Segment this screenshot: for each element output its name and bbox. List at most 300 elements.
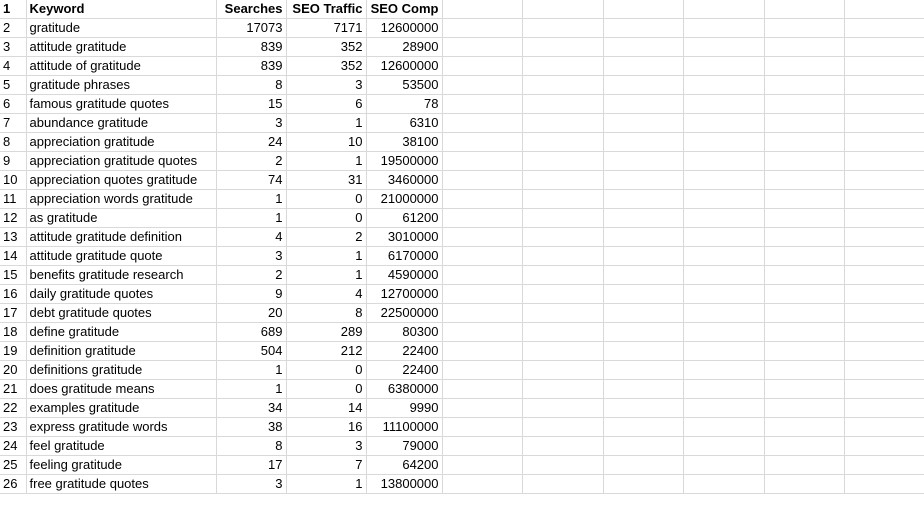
empty-cell[interactable] (603, 76, 683, 95)
searches-cell[interactable]: 3 (216, 475, 286, 494)
table-row (0, 380, 924, 399)
empty-cell[interactable] (844, 475, 924, 494)
keyword-cell[interactable]: gratitude (26, 19, 216, 38)
empty-cell[interactable] (764, 133, 844, 152)
searches-cell[interactable]: 17073 (216, 19, 286, 38)
table-row (0, 342, 924, 361)
empty-cell[interactable] (683, 304, 764, 323)
empty-cell[interactable] (603, 209, 683, 228)
empty-cell[interactable] (683, 418, 764, 437)
keyword-cell[interactable]: as gratitude (26, 209, 216, 228)
row-number: 15 (0, 266, 26, 285)
empty-cell[interactable] (764, 285, 844, 304)
table-row (0, 323, 924, 342)
row-number: 8 (0, 133, 26, 152)
empty-cell[interactable] (603, 190, 683, 209)
empty-cell[interactable] (683, 399, 764, 418)
searches-cell[interactable]: 1 (216, 209, 286, 228)
row-number: 26 (0, 475, 26, 494)
empty-cell[interactable] (442, 228, 522, 247)
seo-comp-cell[interactable]: 19500000 (366, 152, 442, 171)
table-row (0, 190, 924, 209)
keyword-cell[interactable]: appreciation quotes gratitude (26, 171, 216, 190)
searches-cell[interactable]: 20 (216, 304, 286, 323)
table-row (0, 114, 924, 133)
empty-cell[interactable] (683, 114, 764, 133)
searches-cell[interactable]: 504 (216, 342, 286, 361)
searches-cell[interactable]: 17 (216, 456, 286, 475)
empty-cell[interactable] (603, 418, 683, 437)
seo-traffic-cell[interactable]: 2 (286, 228, 366, 247)
seo-comp-cell[interactable]: 13800000 (366, 475, 442, 494)
empty-cell[interactable] (764, 38, 844, 57)
row-number: 3 (0, 38, 26, 57)
header-seo-comp[interactable]: SEO Comp (366, 0, 442, 19)
empty-cell[interactable] (603, 361, 683, 380)
keyword-cell[interactable]: famous gratitude quotes (26, 95, 216, 114)
empty-cell[interactable] (603, 228, 683, 247)
empty-cell[interactable] (764, 304, 844, 323)
empty-cell[interactable] (683, 456, 764, 475)
empty-cell[interactable] (683, 38, 764, 57)
empty-cell[interactable] (603, 152, 683, 171)
seo-traffic-cell[interactable]: 1 (286, 266, 366, 285)
keyword-cell[interactable]: appreciation words gratitude (26, 190, 216, 209)
empty-cell[interactable] (442, 475, 522, 494)
seo-traffic-cell[interactable]: 7171 (286, 19, 366, 38)
empty-cell[interactable] (603, 38, 683, 57)
seo-comp-cell[interactable]: 12700000 (366, 285, 442, 304)
empty-cell[interactable] (764, 361, 844, 380)
seo-comp-cell[interactable]: 12600000 (366, 19, 442, 38)
table-row (0, 266, 924, 285)
empty-cell[interactable] (522, 285, 603, 304)
row-number: 1 (0, 0, 26, 19)
empty-cell[interactable] (522, 456, 603, 475)
row-number: 22 (0, 399, 26, 418)
seo-traffic-cell[interactable]: 6 (286, 95, 366, 114)
keyword-cell[interactable]: define gratitude (26, 323, 216, 342)
empty-cell[interactable] (442, 114, 522, 133)
empty-cell[interactable] (764, 342, 844, 361)
empty-cell[interactable] (442, 247, 522, 266)
empty-cell[interactable] (764, 266, 844, 285)
empty-cell[interactable] (603, 0, 683, 19)
empty-cell[interactable] (522, 190, 603, 209)
empty-cell[interactable] (522, 418, 603, 437)
searches-cell[interactable]: 689 (216, 323, 286, 342)
empty-cell[interactable] (683, 342, 764, 361)
empty-cell[interactable] (522, 76, 603, 95)
keyword-cell[interactable]: debt gratitude quotes (26, 304, 216, 323)
keyword-cell[interactable]: examples gratitude (26, 399, 216, 418)
keyword-cell[interactable]: definitions gratitude (26, 361, 216, 380)
empty-cell[interactable] (442, 361, 522, 380)
keyword-cell[interactable]: abundance gratitude (26, 114, 216, 133)
searches-cell[interactable]: 839 (216, 57, 286, 76)
empty-cell[interactable] (844, 247, 924, 266)
searches-cell[interactable]: 74 (216, 171, 286, 190)
empty-cell[interactable] (442, 456, 522, 475)
searches-cell[interactable]: 24 (216, 133, 286, 152)
empty-cell[interactable] (844, 190, 924, 209)
empty-cell[interactable] (442, 133, 522, 152)
empty-cell[interactable] (522, 323, 603, 342)
seo-traffic-cell[interactable]: 3 (286, 76, 366, 95)
seo-traffic-cell[interactable]: 1 (286, 152, 366, 171)
empty-cell[interactable] (522, 57, 603, 76)
seo-comp-cell[interactable]: 3010000 (366, 228, 442, 247)
seo-traffic-cell[interactable]: 1 (286, 114, 366, 133)
empty-cell[interactable] (764, 152, 844, 171)
empty-cell[interactable] (603, 247, 683, 266)
keyword-cell[interactable]: feel gratitude (26, 437, 216, 456)
header-searches[interactable]: Searches (216, 0, 286, 19)
empty-cell[interactable] (522, 19, 603, 38)
keyword-cell[interactable]: attitude of gratitude (26, 57, 216, 76)
empty-cell[interactable] (442, 38, 522, 57)
table-row (0, 247, 924, 266)
keyword-cell[interactable]: attitude gratitude quote (26, 247, 216, 266)
empty-cell[interactable] (764, 418, 844, 437)
empty-cell[interactable] (683, 209, 764, 228)
empty-cell[interactable] (442, 418, 522, 437)
empty-cell[interactable] (844, 285, 924, 304)
seo-comp-cell[interactable]: 22400 (366, 361, 442, 380)
header-seo-traffic[interactable]: SEO Traffic (286, 0, 366, 19)
empty-cell[interactable] (683, 285, 764, 304)
empty-cell[interactable] (683, 95, 764, 114)
keyword-cell[interactable]: express gratitude words (26, 418, 216, 437)
empty-cell[interactable] (844, 57, 924, 76)
row-number: 16 (0, 285, 26, 304)
empty-cell[interactable] (683, 361, 764, 380)
table-row (0, 38, 924, 57)
searches-cell[interactable]: 38 (216, 418, 286, 437)
empty-cell[interactable] (844, 228, 924, 247)
keyword-cell[interactable]: benefits gratitude research (26, 266, 216, 285)
empty-cell[interactable] (764, 171, 844, 190)
table-row (0, 133, 924, 152)
empty-cell[interactable] (844, 266, 924, 285)
empty-cell[interactable] (764, 228, 844, 247)
empty-cell[interactable] (442, 95, 522, 114)
empty-cell[interactable] (603, 171, 683, 190)
empty-cell[interactable] (683, 171, 764, 190)
seo-comp-cell[interactable]: 12600000 (366, 57, 442, 76)
table-row (0, 456, 924, 475)
searches-cell[interactable]: 9 (216, 285, 286, 304)
keyword-cell[interactable]: does gratitude means (26, 380, 216, 399)
seo-traffic-cell[interactable]: 7 (286, 456, 366, 475)
empty-cell[interactable] (683, 19, 764, 38)
empty-cell[interactable] (764, 475, 844, 494)
empty-cell[interactable] (764, 76, 844, 95)
empty-cell[interactable] (442, 380, 522, 399)
table-row (0, 57, 924, 76)
searches-cell[interactable]: 2 (216, 266, 286, 285)
seo-traffic-cell[interactable]: 0 (286, 361, 366, 380)
empty-cell[interactable] (683, 152, 764, 171)
empty-cell[interactable] (522, 304, 603, 323)
header-row (0, 0, 924, 19)
row-number: 2 (0, 19, 26, 38)
seo-comp-cell[interactable]: 64200 (366, 456, 442, 475)
empty-cell[interactable] (683, 76, 764, 95)
empty-cell[interactable] (764, 247, 844, 266)
keyword-cell[interactable]: feeling gratitude (26, 456, 216, 475)
row-number: 10 (0, 171, 26, 190)
empty-cell[interactable] (844, 418, 924, 437)
searches-cell[interactable]: 8 (216, 76, 286, 95)
empty-cell[interactable] (683, 57, 764, 76)
seo-traffic-cell[interactable]: 352 (286, 38, 366, 57)
empty-cell[interactable] (844, 171, 924, 190)
table-row (0, 152, 924, 171)
searches-cell[interactable]: 1 (216, 361, 286, 380)
empty-cell[interactable] (844, 76, 924, 95)
searches-cell[interactable]: 3 (216, 114, 286, 133)
seo-comp-cell[interactable]: 78 (366, 95, 442, 114)
table-row (0, 209, 924, 228)
empty-cell[interactable] (844, 342, 924, 361)
empty-cell[interactable] (442, 437, 522, 456)
table-row (0, 437, 924, 456)
empty-cell[interactable] (603, 304, 683, 323)
empty-cell[interactable] (683, 247, 764, 266)
empty-cell[interactable] (764, 380, 844, 399)
seo-traffic-cell[interactable]: 8 (286, 304, 366, 323)
empty-cell[interactable] (442, 266, 522, 285)
empty-cell[interactable] (522, 95, 603, 114)
empty-cell[interactable] (764, 57, 844, 76)
empty-cell[interactable] (603, 57, 683, 76)
empty-cell[interactable] (764, 0, 844, 19)
empty-cell[interactable] (764, 456, 844, 475)
row-number: 23 (0, 418, 26, 437)
keyword-cell[interactable]: attitude gratitude (26, 38, 216, 57)
empty-cell[interactable] (442, 76, 522, 95)
keyword-cell[interactable]: attitude gratitude definition (26, 228, 216, 247)
seo-traffic-cell[interactable]: 0 (286, 209, 366, 228)
empty-cell[interactable] (522, 399, 603, 418)
row-number: 21 (0, 380, 26, 399)
empty-cell[interactable] (844, 209, 924, 228)
seo-comp-cell[interactable]: 80300 (366, 323, 442, 342)
table-row (0, 475, 924, 494)
keyword-cell[interactable]: daily gratitude quotes (26, 285, 216, 304)
seo-comp-cell[interactable]: 22400 (366, 342, 442, 361)
empty-cell[interactable] (683, 475, 764, 494)
seo-comp-cell[interactable]: 3460000 (366, 171, 442, 190)
row-number: 18 (0, 323, 26, 342)
empty-cell[interactable] (442, 285, 522, 304)
empty-cell[interactable] (844, 114, 924, 133)
empty-cell[interactable] (442, 209, 522, 228)
empty-cell[interactable] (844, 437, 924, 456)
empty-cell[interactable] (844, 361, 924, 380)
searches-cell[interactable]: 15 (216, 95, 286, 114)
empty-cell[interactable] (764, 95, 844, 114)
keyword-cell[interactable]: appreciation gratitude quotes (26, 152, 216, 171)
seo-traffic-cell[interactable]: 3 (286, 437, 366, 456)
empty-cell[interactable] (683, 323, 764, 342)
keyword-cell[interactable]: gratitude phrases (26, 76, 216, 95)
empty-cell[interactable] (844, 152, 924, 171)
seo-comp-cell[interactable]: 11100000 (366, 418, 442, 437)
searches-cell[interactable]: 8 (216, 437, 286, 456)
searches-cell[interactable]: 3 (216, 247, 286, 266)
empty-cell[interactable] (683, 190, 764, 209)
seo-comp-cell[interactable]: 79000 (366, 437, 442, 456)
seo-comp-cell[interactable]: 38100 (366, 133, 442, 152)
empty-cell[interactable] (522, 114, 603, 133)
empty-cell[interactable] (844, 323, 924, 342)
empty-cell[interactable] (844, 0, 924, 19)
empty-cell[interactable] (522, 209, 603, 228)
empty-cell[interactable] (603, 475, 683, 494)
seo-traffic-cell[interactable]: 16 (286, 418, 366, 437)
empty-cell[interactable] (522, 133, 603, 152)
empty-cell[interactable] (844, 304, 924, 323)
seo-comp-cell[interactable]: 6170000 (366, 247, 442, 266)
empty-cell[interactable] (683, 437, 764, 456)
empty-cell[interactable] (683, 0, 764, 19)
empty-cell[interactable] (442, 19, 522, 38)
keyword-cell[interactable]: free gratitude quotes (26, 475, 216, 494)
row-number: 20 (0, 361, 26, 380)
seo-comp-cell[interactable]: 6310 (366, 114, 442, 133)
searches-cell[interactable]: 839 (216, 38, 286, 57)
keyword-cell[interactable]: definition gratitude (26, 342, 216, 361)
empty-cell[interactable] (603, 285, 683, 304)
empty-cell[interactable] (844, 456, 924, 475)
seo-comp-cell[interactable]: 61200 (366, 209, 442, 228)
seo-traffic-cell[interactable]: 31 (286, 171, 366, 190)
empty-cell[interactable] (442, 190, 522, 209)
empty-cell[interactable] (603, 266, 683, 285)
seo-traffic-cell[interactable]: 0 (286, 190, 366, 209)
row-number: 4 (0, 57, 26, 76)
empty-cell[interactable] (764, 190, 844, 209)
empty-cell[interactable] (522, 266, 603, 285)
empty-cell[interactable] (844, 380, 924, 399)
seo-comp-cell[interactable]: 4590000 (366, 266, 442, 285)
empty-cell[interactable] (442, 171, 522, 190)
header-keyword[interactable]: Keyword (26, 0, 216, 19)
empty-cell[interactable] (764, 437, 844, 456)
seo-comp-cell[interactable]: 28900 (366, 38, 442, 57)
empty-cell[interactable] (442, 152, 522, 171)
empty-cell[interactable] (764, 209, 844, 228)
row-number: 9 (0, 152, 26, 171)
empty-cell[interactable] (603, 95, 683, 114)
searches-cell[interactable]: 34 (216, 399, 286, 418)
table-row (0, 171, 924, 190)
empty-cell[interactable] (603, 456, 683, 475)
empty-cell[interactable] (522, 228, 603, 247)
empty-cell[interactable] (522, 247, 603, 266)
empty-cell[interactable] (603, 133, 683, 152)
searches-cell[interactable]: 2 (216, 152, 286, 171)
row-number: 5 (0, 76, 26, 95)
empty-cell[interactable] (764, 114, 844, 133)
empty-cell[interactable] (522, 171, 603, 190)
table-row (0, 95, 924, 114)
empty-cell[interactable] (603, 114, 683, 133)
empty-cell[interactable] (603, 437, 683, 456)
searches-cell[interactable]: 1 (216, 190, 286, 209)
empty-cell[interactable] (603, 342, 683, 361)
empty-cell[interactable] (764, 323, 844, 342)
table-row (0, 19, 924, 38)
seo-comp-cell[interactable]: 53500 (366, 76, 442, 95)
seo-traffic-cell[interactable]: 14 (286, 399, 366, 418)
empty-cell[interactable] (844, 133, 924, 152)
seo-comp-cell[interactable]: 22500000 (366, 304, 442, 323)
seo-comp-cell[interactable]: 21000000 (366, 190, 442, 209)
keyword-cell[interactable]: appreciation gratitude (26, 133, 216, 152)
empty-cell[interactable] (683, 228, 764, 247)
seo-traffic-cell[interactable]: 1 (286, 247, 366, 266)
empty-cell[interactable] (603, 19, 683, 38)
empty-cell[interactable] (522, 38, 603, 57)
empty-cell[interactable] (442, 323, 522, 342)
empty-cell[interactable] (522, 475, 603, 494)
empty-cell[interactable] (603, 380, 683, 399)
empty-cell[interactable] (683, 133, 764, 152)
table-row (0, 418, 924, 437)
empty-cell[interactable] (522, 152, 603, 171)
empty-cell[interactable] (522, 361, 603, 380)
table-row (0, 399, 924, 418)
empty-cell[interactable] (844, 19, 924, 38)
seo-traffic-cell[interactable]: 352 (286, 57, 366, 76)
empty-cell[interactable] (844, 95, 924, 114)
empty-cell[interactable] (442, 304, 522, 323)
row-number: 7 (0, 114, 26, 133)
searches-cell[interactable]: 4 (216, 228, 286, 247)
seo-comp-cell[interactable]: 9990 (366, 399, 442, 418)
empty-cell[interactable] (683, 380, 764, 399)
empty-cell[interactable] (522, 342, 603, 361)
empty-cell[interactable] (442, 342, 522, 361)
seo-traffic-cell[interactable]: 0 (286, 380, 366, 399)
empty-cell[interactable] (683, 266, 764, 285)
empty-cell[interactable] (844, 399, 924, 418)
empty-cell[interactable] (442, 0, 522, 19)
empty-cell[interactable] (522, 0, 603, 19)
row-number: 6 (0, 95, 26, 114)
empty-cell[interactable] (442, 399, 522, 418)
searches-cell[interactable]: 1 (216, 380, 286, 399)
empty-cell[interactable] (603, 323, 683, 342)
seo-comp-cell[interactable]: 6380000 (366, 380, 442, 399)
empty-cell[interactable] (522, 437, 603, 456)
empty-cell[interactable] (764, 19, 844, 38)
seo-traffic-cell[interactable]: 10 (286, 133, 366, 152)
seo-traffic-cell[interactable]: 4 (286, 285, 366, 304)
seo-traffic-cell[interactable]: 1 (286, 475, 366, 494)
empty-cell[interactable] (522, 380, 603, 399)
empty-cell[interactable] (603, 399, 683, 418)
empty-cell[interactable] (764, 399, 844, 418)
empty-cell[interactable] (844, 38, 924, 57)
table-row (0, 361, 924, 380)
empty-cell[interactable] (442, 57, 522, 76)
seo-traffic-cell[interactable]: 289 (286, 323, 366, 342)
seo-traffic-cell[interactable]: 212 (286, 342, 366, 361)
